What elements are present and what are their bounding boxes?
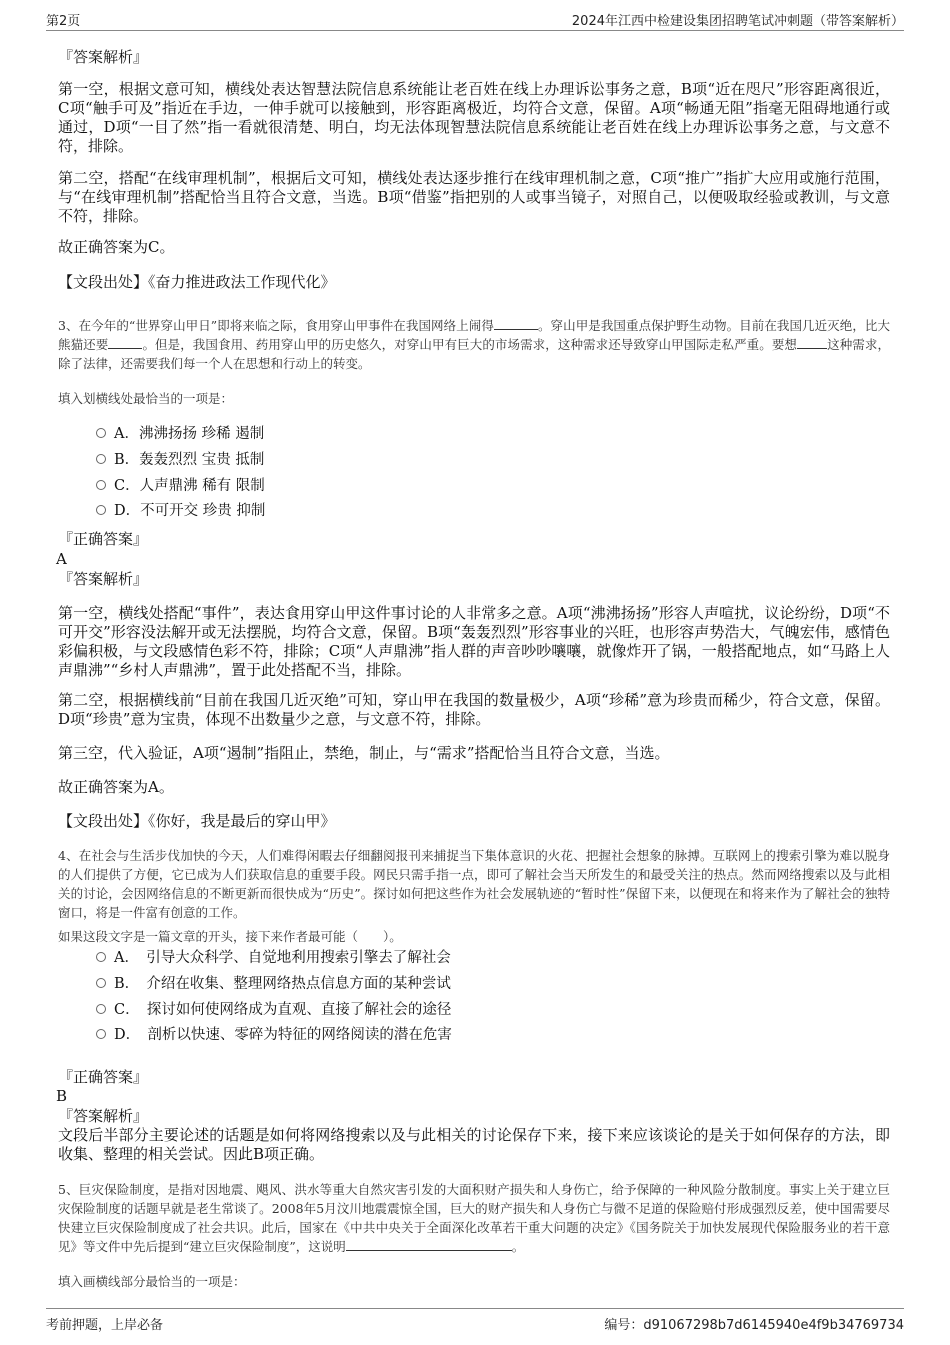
footer-divider [46, 1308, 904, 1309]
question-prompt: 填入画横线部分最恰当的一项是： [58, 1274, 246, 1289]
fill-blank [494, 316, 538, 330]
conclusion: 故正确答案为A。 [58, 778, 174, 796]
question-stem: 4、在社会与生活步伐加快的今天，人们难得闲暇去仔细翻阅报刊来捕捉当下集体意识的火花、把握社会想象的脉搏。互联网上的搜索引擎为难以脱身的人们提供了方便，它已成为人们获取信息的重要手段。网民只需手指一点，即可了解社会当天所发生的和最受关注的热点。然而网络搜索以及与此相关的讨论，会因网络信息的不断更新而很快成为“历史”。探讨如何把这些作为社会发展轨迹的“暂时性”保留下来，以便现在和将来作为了解社会的独特窗口，将是一件富有创意的工作。 [58, 848, 890, 920]
fill-blank [797, 335, 827, 349]
option-d[interactable]: D． 剖析以快速、零碎为特征的网络阅读的潜在危害 [96, 1025, 452, 1045]
option-c[interactable]: C．人声鼎沸 稀有 限制 [96, 476, 265, 496]
source-citation: 【文段出处】《奋力推进政法工作现代化》 [58, 273, 336, 291]
page-header [0, 0, 950, 32]
analysis-label: 『答案解析』 [58, 1107, 149, 1125]
page-number: 第2页 [46, 14, 81, 29]
answer-label: 『正确答案』 [58, 1068, 149, 1086]
radio-icon[interactable] [96, 1029, 106, 1039]
fill-blank [346, 1237, 512, 1251]
analysis-paragraph: 第二空，搭配“在线审理机制”，根据后文可知，横线处表达逐步推行在线审理机制之意，C项“推广”指扩大应用或施行范围，与“在线审理机制”搭配恰当且符合文意，当选。B项“借鉴”指把别的人或事当镜子，对照自己，以便吸取经验或教训，与文意不符，排除。 [58, 169, 890, 225]
radio-icon[interactable] [96, 978, 106, 988]
analysis-label: 『答案解析』 [58, 570, 149, 588]
option-d[interactable]: D．不可开交 珍贵 抑制 [96, 501, 265, 521]
option-b[interactable]: B． 介绍在收集、整理网络热点信息方面的某种尝试 [96, 974, 451, 994]
answer-value: A [56, 550, 67, 568]
stem-text: 。穿山甲是我国重点保护野生动物。目前在我国几近灭绝，比大熊猫还要 [58, 318, 890, 352]
analysis-label: 『答案解析』 [58, 48, 149, 66]
analysis-paragraph: 第三空，代入验证，A项“遏制”指阻止，禁绝，制止，与“需求”搭配恰当且符合文意，当选。 [58, 744, 670, 762]
answer-value: B [56, 1087, 68, 1105]
radio-icon[interactable] [96, 505, 106, 515]
option-a[interactable]: A．沸沸扬扬 珍稀 遏制 [96, 424, 264, 444]
question-stem [58, 1180, 890, 1256]
radio-icon[interactable] [96, 454, 106, 464]
stem-text: 5、巨灾保险制度，是指对因地震、飓风、洪水等重大自然灾害引发的大面积财产损失和人身伤亡，给予保障的一种风险分散制度。事实上关于建立巨灾保险制度的话题早就是老生常谈了。2008年5月汶川地震震惊全国，巨大的财产损失和人身伤亡与微不足道的保险赔付形成强烈反差，使中国需要尽快建立巨灾保险制度成了社会共识。此后，国家在《中共中央关于全面深化改革若干重大问题的决定》《国务院关于加快发展现代保险服务业的若干意见》等文件中先后提到“建立巨灾保险制度”，这说明 [58, 1182, 890, 1254]
stem-text: 这种需求，除了法律，还需要我们每一个人在思想和行动上的转变。 [58, 337, 890, 371]
stem-text: 。 [511, 1239, 525, 1254]
question-prompt: 如果这段文字是一篇文章的开头，接下来作者最可能（ ）。 [58, 929, 402, 944]
document-title: 2024年江西中检建设集团招聘笔试冲刺题（带答案解析） [571, 14, 904, 29]
radio-icon[interactable] [96, 952, 106, 962]
footer-note: 考前押题，上岸必备 [46, 1318, 164, 1333]
analysis-paragraph: 第二空，根据横线前“目前在我国几近灭绝”可知，穿山甲在我国的数量极少，A项“珍稀”意为珍贵而稀少，符合文意，保留。D项“珍贵”意为宝贵，体现不出数量少之意，与文意不符，排除。 [58, 691, 890, 728]
answer-label: 『正确答案』 [58, 530, 149, 548]
radio-icon[interactable] [96, 428, 106, 438]
option-c[interactable]: C． 探讨如何使网络成为直观、直接了解社会的途径 [96, 1000, 451, 1020]
analysis-paragraph: 第一空，横线处搭配“事件”，表达食用穿山甲这件事讨论的人非常多之意。A项“沸沸扬扬”形容人声喧扰，议论纷纷，D项“不可开交”形容没法解开或无法摆脱，均符合文意，保留。B项“轰轰烈烈”形容事业的兴旺，也形容声势浩大，气魄宏伟，感情色彩偏积极，与文段感情色彩不符，排除；C项“人声鼎沸”指人群的声音吵吵嚷嚷，就像炸开了锅，一般搭配地点，如“马路上人声鼎沸”“乡村人声鼎沸”，置于此处搭配不当，排除。 [58, 604, 890, 679]
stem-text: 3、在今年的“世界穿山甲日”即将来临之际，食用穿山甲事件在我国网络上闹得 [58, 318, 494, 333]
option-b[interactable]: B．轰轰烈烈 宝贵 抵制 [96, 450, 264, 470]
analysis-paragraph: 文段后半部分主要论述的话题是如何将网络搜索以及与此相关的讨论保存下来，接下来应该谈论的是关于如何保存的方法，即收集、整理的相关尝试。因此B项正确。 [58, 1126, 890, 1163]
serial-number: 编号：d91067298b7d6145940e4f9b34769734 [604, 1318, 904, 1333]
radio-icon[interactable] [96, 1004, 106, 1014]
radio-icon[interactable] [96, 480, 106, 490]
option-a[interactable]: A． 引导大众科学、自觉地利用搜索引擎去了解社会 [96, 948, 451, 968]
header-divider [46, 30, 904, 31]
conclusion: 故正确答案为C。 [58, 238, 175, 256]
analysis-paragraph: 第一空，根据文意可知，横线处表达智慧法院信息系统能让老百姓在线上办理诉讼事务之意，B项“近在咫尺”形容距离很近，C项“触手可及”指近在手边，一伸手就可以接触到，形容距离极近，均符合文意，保留。A项“畅通无阻”指毫无阻碍地通行或通过，D项“一目了然”指一看就很清楚、明白，均无法体现智慧法院信息系统能让老百姓在线上办理诉讼事务之意，与文意不符，排除。 [58, 80, 890, 155]
stem-text: 。但是，我国食用、药用穿山甲的历史悠久，对穿山甲有巨大的市场需求，这种需求还导致穿山甲国际走私严重。要想 [142, 337, 798, 352]
source-citation: 【文段出处】《你好，我是最后的穿山甲》 [58, 812, 336, 830]
question-prompt: 填入划横线处最恰当的一项是： [58, 391, 234, 406]
question-stem [58, 316, 890, 373]
fill-blank [108, 335, 142, 349]
page-footer [0, 1308, 950, 1345]
